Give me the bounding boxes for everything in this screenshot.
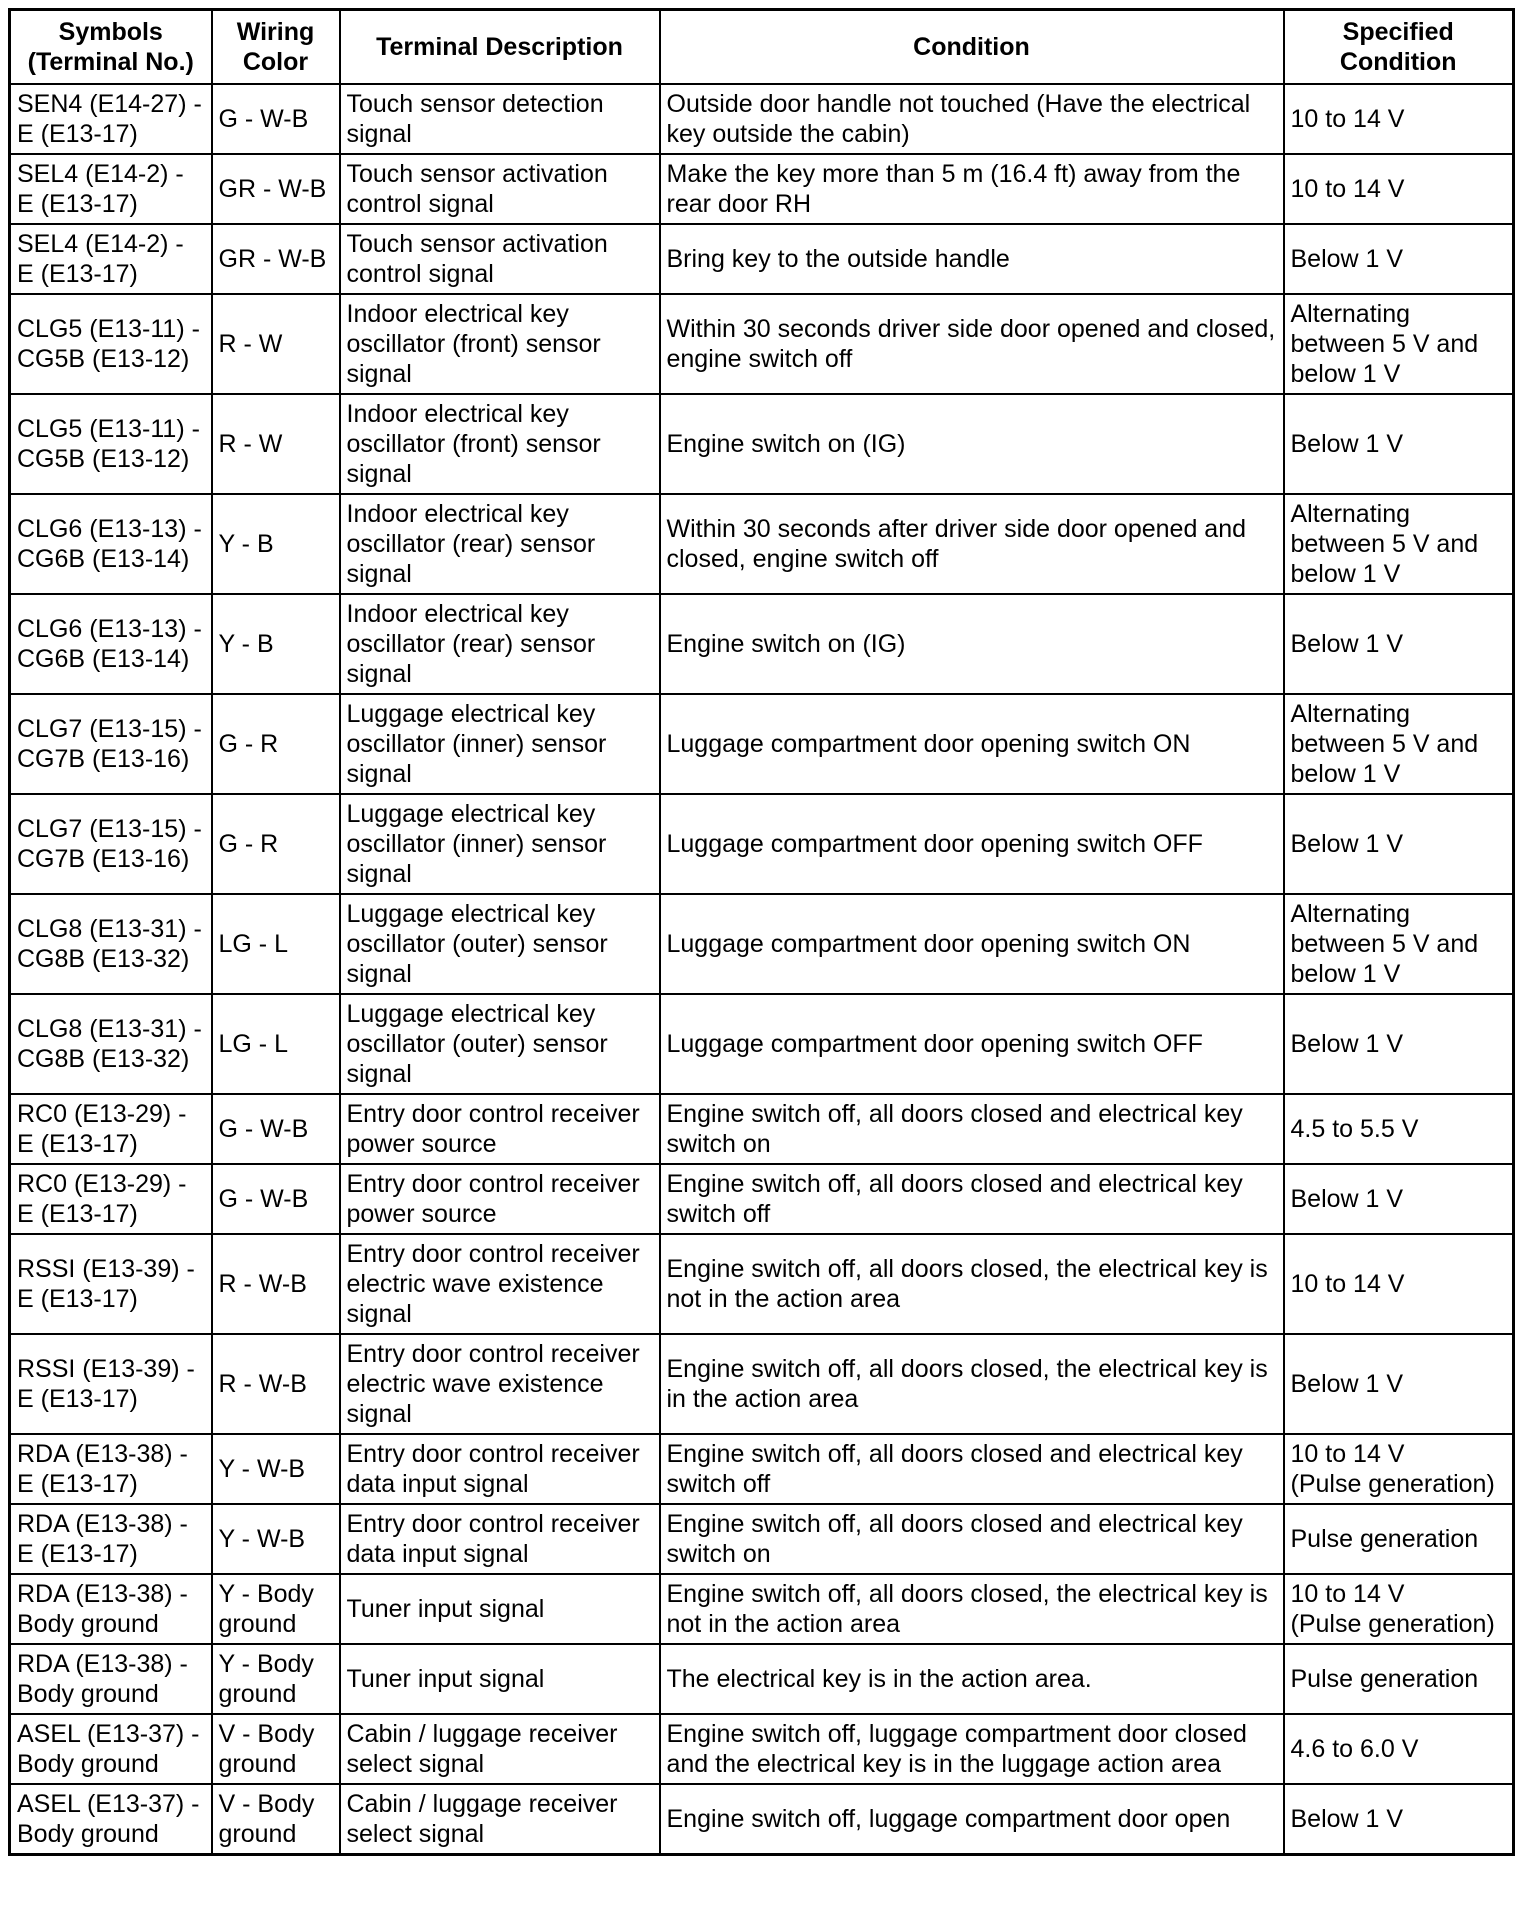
cell-wiring-color: Y - B [212, 494, 340, 594]
cell-wiring-color: R - W-B [212, 1334, 340, 1434]
cell-terminal-description: Touch sensor activation control signal [340, 224, 660, 294]
table-row [10, 794, 1514, 894]
cell-specified-condition: Alternating between 5 V and below 1 V [1284, 894, 1514, 994]
table-row [10, 594, 1514, 694]
cell-symbols: CLG7 (E13-15) - CG7B (E13-16) [10, 794, 212, 894]
cell-specified-condition: Below 1 V [1284, 1334, 1514, 1434]
cell-terminal-description: Luggage electrical key oscillator (inner) sensor signal [340, 794, 660, 894]
cell-symbols: CLG6 (E13-13) - CG6B (E13-14) [10, 594, 212, 694]
cell-terminal-description: Cabin / luggage receiver select signal [340, 1784, 660, 1855]
cell-symbols: RDA (E13-38) - E (E13-17) [10, 1434, 212, 1504]
cell-specified-condition: 10 to 14 V [1284, 84, 1514, 154]
cell-condition: Luggage compartment door opening switch OFF [660, 794, 1284, 894]
cell-terminal-description: Touch sensor detection signal [340, 84, 660, 154]
cell-specified-condition: 10 to 14 V (Pulse generation) [1284, 1434, 1514, 1504]
cell-condition: Engine switch off, all doors closed and electrical key switch on [660, 1504, 1284, 1574]
cell-terminal-description: Entry door control receiver data input signal [340, 1434, 660, 1504]
cell-wiring-color: G - W-B [212, 1164, 340, 1234]
cell-specified-condition: 10 to 14 V [1284, 1234, 1514, 1334]
cell-terminal-description: Touch sensor activation control signal [340, 154, 660, 224]
table-row [10, 154, 1514, 224]
table-row [10, 1504, 1514, 1574]
cell-condition: Within 30 seconds driver side door opened and closed, engine switch off [660, 294, 1284, 394]
table-row [10, 1714, 1514, 1784]
table-row [10, 394, 1514, 494]
cell-specified-condition: Below 1 V [1284, 594, 1514, 694]
cell-terminal-description: Luggage electrical key oscillator (inner) sensor signal [340, 694, 660, 794]
cell-symbols: RSSI (E13-39) - E (E13-17) [10, 1234, 212, 1334]
header-terminal-description: Terminal Description [340, 10, 660, 85]
cell-wiring-color: V - Body ground [212, 1784, 340, 1855]
cell-terminal-description: Indoor electrical key oscillator (rear) sensor signal [340, 594, 660, 694]
cell-symbols: CLG5 (E13-11) - CG5B (E13-12) [10, 294, 212, 394]
cell-symbols: RDA (E13-38) - E (E13-17) [10, 1504, 212, 1574]
cell-symbols: CLG8 (E13-31) - CG8B (E13-32) [10, 994, 212, 1094]
table-row [10, 84, 1514, 154]
cell-wiring-color: G - W-B [212, 1094, 340, 1164]
cell-symbols: CLG7 (E13-15) - CG7B (E13-16) [10, 694, 212, 794]
table-header-row [10, 10, 1514, 85]
cell-symbols: CLG6 (E13-13) - CG6B (E13-14) [10, 494, 212, 594]
table-row [10, 494, 1514, 594]
cell-symbols: CLG8 (E13-31) - CG8B (E13-32) [10, 894, 212, 994]
cell-wiring-color: R - W [212, 394, 340, 494]
cell-specified-condition: Alternating between 5 V and below 1 V [1284, 694, 1514, 794]
cell-condition: Engine switch off, all doors closed, the electrical key is not in the action area [660, 1234, 1284, 1334]
cell-condition: Engine switch on (IG) [660, 594, 1284, 694]
cell-terminal-description: Indoor electrical key oscillator (front) sensor signal [340, 294, 660, 394]
table-row [10, 1234, 1514, 1334]
cell-symbols: SEL4 (E14-2) - E (E13-17) [10, 154, 212, 224]
cell-wiring-color: G - W-B [212, 84, 340, 154]
cell-terminal-description: Entry door control receiver power source [340, 1094, 660, 1164]
cell-symbols: RC0 (E13-29) - E (E13-17) [10, 1164, 212, 1234]
cell-condition: The electrical key is in the action area. [660, 1644, 1284, 1714]
table-row [10, 294, 1514, 394]
cell-condition: Make the key more than 5 m (16.4 ft) away from the rear door RH [660, 154, 1284, 224]
cell-wiring-color: LG - L [212, 894, 340, 994]
cell-condition: Engine switch off, luggage compartment door closed and the electrical key is in the luggage action area [660, 1714, 1284, 1784]
cell-condition: Outside door handle not touched (Have the electrical key outside the cabin) [660, 84, 1284, 154]
cell-wiring-color: Y - B [212, 594, 340, 694]
table-row [10, 1784, 1514, 1855]
cell-condition: Luggage compartment door opening switch ON [660, 694, 1284, 794]
table-row [10, 1334, 1514, 1434]
cell-specified-condition: 4.5 to 5.5 V [1284, 1094, 1514, 1164]
cell-condition: Engine switch off, luggage compartment door open [660, 1784, 1284, 1855]
cell-condition: Luggage compartment door opening switch OFF [660, 994, 1284, 1094]
cell-specified-condition: 10 to 14 V [1284, 154, 1514, 224]
cell-symbols: RDA (E13-38) - Body ground [10, 1574, 212, 1644]
cell-condition: Luggage compartment door opening switch ON [660, 894, 1284, 994]
cell-wiring-color: V - Body ground [212, 1714, 340, 1784]
cell-condition: Engine switch off, all doors closed and electrical key switch on [660, 1094, 1284, 1164]
table-row [10, 1094, 1514, 1164]
cell-specified-condition: Below 1 V [1284, 794, 1514, 894]
cell-condition: Engine switch off, all doors closed and electrical key switch off [660, 1434, 1284, 1504]
cell-terminal-description: Indoor electrical key oscillator (front) sensor signal [340, 394, 660, 494]
cell-wiring-color: GR - W-B [212, 224, 340, 294]
cell-terminal-description: Luggage electrical key oscillator (outer) sensor signal [340, 894, 660, 994]
cell-wiring-color: Y - Body ground [212, 1574, 340, 1644]
cell-wiring-color: G - R [212, 694, 340, 794]
cell-terminal-description: Tuner input signal [340, 1574, 660, 1644]
cell-specified-condition: 4.6 to 6.0 V [1284, 1714, 1514, 1784]
table-body [10, 84, 1514, 1855]
cell-terminal-description: Tuner input signal [340, 1644, 660, 1714]
terminal-table-container [8, 8, 1512, 1856]
cell-symbols: ASEL (E13-37) - Body ground [10, 1714, 212, 1784]
cell-terminal-description: Cabin / luggage receiver select signal [340, 1714, 660, 1784]
cell-condition: Engine switch on (IG) [660, 394, 1284, 494]
cell-specified-condition: Pulse generation [1284, 1504, 1514, 1574]
cell-symbols: RSSI (E13-39) - E (E13-17) [10, 1334, 212, 1434]
cell-wiring-color: Y - Body ground [212, 1644, 340, 1714]
cell-condition: Within 30 seconds after driver side door opened and closed, engine switch off [660, 494, 1284, 594]
cell-symbols: RDA (E13-38) - Body ground [10, 1644, 212, 1714]
cell-wiring-color: Y - W-B [212, 1434, 340, 1504]
table-row [10, 694, 1514, 794]
header-specified-condition: Specified Condition [1284, 10, 1514, 85]
header-wiring-color: Wiring Color [212, 10, 340, 85]
cell-wiring-color: LG - L [212, 994, 340, 1094]
cell-terminal-description: Entry door control receiver power source [340, 1164, 660, 1234]
table-row [10, 1644, 1514, 1714]
table-row [10, 1434, 1514, 1504]
cell-symbols: SEL4 (E14-2) - E (E13-17) [10, 224, 212, 294]
cell-symbols: ASEL (E13-37) - Body ground [10, 1784, 212, 1855]
cell-specified-condition: Pulse generation [1284, 1644, 1514, 1714]
cell-specified-condition: Below 1 V [1284, 1784, 1514, 1855]
cell-wiring-color: GR - W-B [212, 154, 340, 224]
cell-wiring-color: R - W [212, 294, 340, 394]
cell-condition: Engine switch off, all doors closed and electrical key switch off [660, 1164, 1284, 1234]
cell-wiring-color: Y - W-B [212, 1504, 340, 1574]
cell-symbols: SEN4 (E14-27) - E (E13-17) [10, 84, 212, 154]
cell-terminal-description: Luggage electrical key oscillator (outer) sensor signal [340, 994, 660, 1094]
header-symbols: Symbols (Terminal No.) [10, 10, 212, 85]
table-row [10, 1574, 1514, 1644]
cell-specified-condition: Below 1 V [1284, 394, 1514, 494]
cell-terminal-description: Entry door control receiver electric wave existence signal [340, 1334, 660, 1434]
cell-wiring-color: G - R [212, 794, 340, 894]
cell-wiring-color: R - W-B [212, 1234, 340, 1334]
cell-specified-condition: Below 1 V [1284, 994, 1514, 1094]
cell-specified-condition: Below 1 V [1284, 224, 1514, 294]
cell-condition: Engine switch off, all doors closed, the electrical key is not in the action area [660, 1574, 1284, 1644]
table-row [10, 1164, 1514, 1234]
cell-terminal-description: Entry door control receiver data input signal [340, 1504, 660, 1574]
cell-specified-condition: Alternating between 5 V and below 1 V [1284, 494, 1514, 594]
terminal-table [8, 8, 1515, 1856]
cell-condition: Bring key to the outside handle [660, 224, 1284, 294]
cell-symbols: CLG5 (E13-11) - CG5B (E13-12) [10, 394, 212, 494]
cell-symbols: RC0 (E13-29) - E (E13-17) [10, 1094, 212, 1164]
cell-terminal-description: Indoor electrical key oscillator (rear) sensor signal [340, 494, 660, 594]
table-row [10, 224, 1514, 294]
cell-condition: Engine switch off, all doors closed, the electrical key is in the action area [660, 1334, 1284, 1434]
cell-specified-condition: Alternating between 5 V and below 1 V [1284, 294, 1514, 394]
cell-terminal-description: Entry door control receiver electric wave existence signal [340, 1234, 660, 1334]
table-row [10, 894, 1514, 994]
cell-specified-condition: 10 to 14 V (Pulse generation) [1284, 1574, 1514, 1644]
header-condition: Condition [660, 10, 1284, 85]
table-row [10, 994, 1514, 1094]
cell-specified-condition: Below 1 V [1284, 1164, 1514, 1234]
